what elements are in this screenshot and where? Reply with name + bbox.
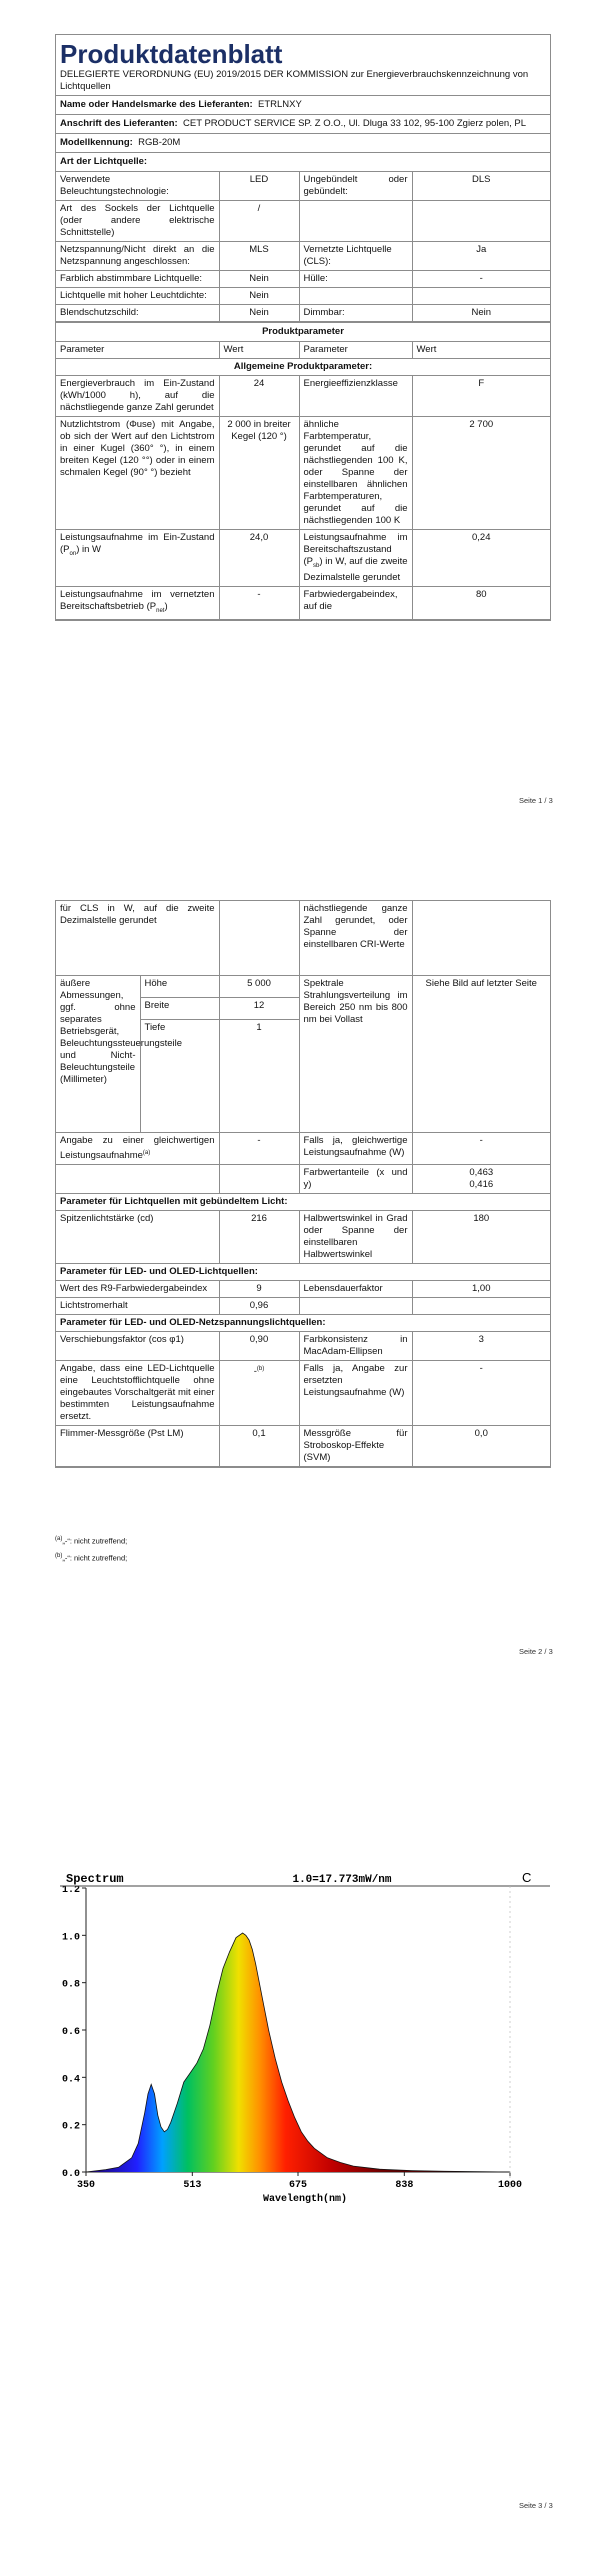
param-label: Spitzenlichtstärke (cd) <box>56 1211 219 1264</box>
param-value: 0,24 <box>412 530 550 587</box>
param-label: Blendschutzschild: <box>56 305 219 322</box>
table-row <box>56 901 550 976</box>
param-value: 216 <box>219 1211 299 1264</box>
page-number: Seite 3 / 3 <box>519 2501 553 2510</box>
label-subscript: on <box>69 550 77 557</box>
param-value: 2 700 <box>412 417 550 530</box>
params-table-continued <box>56 901 550 1467</box>
section-row <box>56 1315 550 1332</box>
column-header: Parameter <box>299 342 412 359</box>
param-value: 3 <box>412 1332 550 1361</box>
param-value: - <box>412 1133 550 1165</box>
table-row <box>56 530 550 587</box>
y-tick-label: 0.2 <box>61 2121 80 2133</box>
param-label <box>56 1165 219 1194</box>
x-tick-label: 513 <box>183 2180 202 2191</box>
spectrum-chart <box>60 1870 550 2206</box>
param-label <box>56 1133 219 1165</box>
value-text: - <box>253 1366 257 1378</box>
param-value <box>412 288 550 305</box>
param-label <box>299 530 412 587</box>
param-label: Lichtstromerhalt <box>56 1298 219 1315</box>
param-value: Nein <box>219 305 299 322</box>
label-text: Leistungsaufnahme im vernetzten Bereitschaftsbetrieb (P <box>60 588 215 612</box>
param-value: 2 000 in breiter Kegel (120 °) <box>219 417 299 530</box>
table-row <box>56 586 550 619</box>
y-tick-label: 0.6 <box>61 2027 80 2038</box>
param-label: Ungebündelt oder gebündelt: <box>299 172 412 201</box>
param-label: Flimmer-Messgröße (Pst LM) <box>56 1426 219 1467</box>
directional-header: Parameter für Lichtquellen mit gebündeltem Licht: <box>56 1194 550 1211</box>
param-value: 1,00 <box>412 1281 550 1298</box>
param-label: Farblich abstimmbare Lichtquelle: <box>56 271 219 288</box>
table-header-row <box>56 342 550 359</box>
table-row <box>56 305 550 322</box>
chromaticity-x: 0,463 <box>469 1167 494 1179</box>
param-label: Lichtquelle mit hoher Leuchtdichte: <box>56 288 219 305</box>
supplier-address-label: Anschrift des Lieferanten: <box>60 118 178 129</box>
label-text: Leistungsaufnahme im Ein-Zustand (P <box>60 532 215 555</box>
corner-mark: C <box>522 1870 532 1885</box>
table-row <box>56 288 550 305</box>
page-number: Seite 2 / 3 <box>519 1647 553 1656</box>
column-header: Wert <box>219 342 299 359</box>
supplier-name: ETRLNXY <box>258 99 302 110</box>
table-row <box>56 376 550 417</box>
param-value: Ja <box>412 242 550 271</box>
table-row <box>56 1361 550 1426</box>
y-tick-label: 0.0 <box>61 2169 80 2180</box>
supplier-address: CET PRODUCT SERVICE SP. Z O.O., Ul. Dluga 33 102, 95-100 Zgierz polen, PL <box>183 118 527 129</box>
regulation-text: DELEGIERTE VERORDNUNG (EU) 2019/2015 DER KOMMISSION zur Energieverbrauchskennzeichnung von Lichtquellen <box>56 69 550 96</box>
param-label <box>299 1298 412 1315</box>
param-value <box>219 901 299 976</box>
table-row <box>56 976 550 998</box>
param-label: Nutzlichtstrom (Φuse) mit Angabe, ob sich der Wert auf den Lichtstrom in einer Kugel (360° °), in einem breiten Kegel (120 °°) oder in einem schmalen Kegel (90° °) bezieht <box>56 417 219 530</box>
param-value: F <box>412 376 550 417</box>
table-row <box>56 1426 550 1467</box>
param-label: Farbwertanteile (x und y) <box>299 1165 412 1194</box>
param-value: - <box>412 271 550 288</box>
param-value: 180 <box>412 1211 550 1264</box>
dimensions-label: äußere Abmessungen, ggf. ohne separates Betriebsgerät, Beleuchtungssteuerungsteile und Nicht-Beleuchtungsteile (Millimeter) <box>56 976 140 1133</box>
param-value: Nein <box>412 305 550 322</box>
footnote-ref: (b) <box>256 1366 265 1373</box>
table-row <box>56 271 550 288</box>
chart-title: Spectrum <box>66 1872 124 1886</box>
param-value: 24 <box>219 376 299 417</box>
table-row <box>56 201 550 242</box>
datasheet-page-2 <box>55 900 551 1468</box>
table-row <box>56 1133 550 1165</box>
param-label: Halbwertswinkel in Grad oder Spanne der einstellbaren Halbwertswinkel <box>299 1211 412 1264</box>
param-value: Siehe Bild auf letzter Seite <box>412 976 550 1133</box>
general-params-header: Allgemeine Produktparameter: <box>56 359 550 376</box>
model-row <box>56 134 550 153</box>
supplier-address-row <box>56 115 550 134</box>
param-label: Angabe, dass eine LED-Lichtquelle eine Leuchtstofflichtquelle ohne eingebautes Vorschaltgerät mit einer bestimmten Leistungsaufnahme ersetzt. <box>56 1361 219 1426</box>
param-value: - <box>219 1133 299 1165</box>
param-label: Verwendete Beleuchtungstechnologie: <box>56 172 219 201</box>
label-text: Angabe zu einer gleichwertigen Leistungsaufnahme <box>60 1135 215 1162</box>
param-value: 9 <box>219 1281 299 1298</box>
param-label: für CLS in W, auf die zweite Dezimalstelle gerundet <box>56 901 219 976</box>
param-label: Dimmbar: <box>299 305 412 322</box>
table-row <box>56 1165 550 1194</box>
param-label <box>299 201 412 242</box>
dimension-name: Höhe <box>140 976 219 998</box>
x-axis-label: Wavelength(nm) <box>262 2194 348 2205</box>
footnote-mark: (b) <box>55 1552 63 1559</box>
param-label <box>56 586 219 619</box>
param-label: Falls ja, gleichwertige Leistungsaufnahme (W) <box>299 1133 412 1165</box>
label-text-end: ) in W, auf die zweite Dezimalstelle gerundet <box>303 556 408 583</box>
footnote-ref: (a) <box>142 1150 151 1156</box>
footnotes <box>55 1532 127 1565</box>
param-label: ähnliche Farbtemperatur, gerundet auf die nächstliegenden 100 K, oder Spanne der einstellbaren ähnlichen Farbtemperaturen, gerundet auf die nächstliegenden 100 K <box>299 417 412 530</box>
model-value: RGB-20M <box>138 137 181 148</box>
footnote-text: „-“: nicht zutreffend; <box>62 1553 128 1562</box>
label-subscript: sb <box>313 562 320 569</box>
param-label <box>56 530 219 587</box>
param-value: 0,0 <box>412 1426 550 1467</box>
param-value: MLS <box>219 242 299 271</box>
dimension-name: Tiefe <box>140 1020 219 1133</box>
product-params-header: Produktparameter <box>56 322 550 342</box>
light-source-type-header: Art der Lichtquelle: <box>56 153 550 172</box>
param-label: Hülle: <box>299 271 412 288</box>
param-value: 80 <box>412 586 550 619</box>
label-text: Leistungsaufnahme im Bereitschaftszustand (P <box>303 532 408 567</box>
param-value <box>219 1165 299 1194</box>
label-text-end: ) in W <box>76 544 101 555</box>
param-label: Art des Sockels der Lichtquelle (oder andere elektrische Schnittstelle) <box>56 201 219 242</box>
page-1 <box>0 0 603 820</box>
dimension-name: Breite <box>140 998 219 1020</box>
param-value: LED <box>219 172 299 201</box>
page-number: Seite 1 / 3 <box>519 796 553 805</box>
param-value: 0,90 <box>219 1332 299 1361</box>
footnote-mark: (a) <box>55 1536 63 1542</box>
chart-annotation: 1.0=17.773mW/nm <box>292 1874 392 1886</box>
param-label: nächstliegende ganze Zahl gerundet, oder Spanne der einstellbaren CRI-Werte <box>299 901 412 976</box>
param-label: Farbwiedergabeindex, auf die <box>299 586 412 619</box>
table-row <box>56 1332 550 1361</box>
section-row <box>56 1264 550 1281</box>
param-value: 0,96 <box>219 1298 299 1315</box>
param-value: - <box>412 1361 550 1426</box>
param-label: Lebensdauerfaktor <box>299 1281 412 1298</box>
supplier-name-row <box>56 96 550 115</box>
param-label: Energieverbrauch im Ein-Zustand (kWh/1000 h), auf die nächstliegende ganze Zahl gerundet <box>56 376 219 417</box>
x-tick-label: 350 <box>76 2180 96 2191</box>
param-value <box>412 201 550 242</box>
x-tick-label: 838 <box>395 2180 414 2191</box>
param-label: Energieeffizienzklasse <box>299 376 412 417</box>
footnote-b <box>55 1549 127 1566</box>
column-header: Wert <box>412 342 550 359</box>
param-value: 24,0 <box>219 530 299 587</box>
dimension-value: 1 <box>219 1020 299 1133</box>
section-row <box>56 1194 550 1211</box>
section-row <box>56 359 550 376</box>
param-value <box>219 1361 299 1426</box>
x-tick-label: 1000 <box>497 2180 523 2191</box>
param-value: 0,1 <box>219 1426 299 1467</box>
table-row <box>56 172 550 201</box>
param-label: Falls ja, Angabe zur ersetzten Leistungsaufnahme (W) <box>299 1361 412 1426</box>
y-tick-label: 0.8 <box>61 1979 80 1991</box>
param-value <box>412 1165 550 1194</box>
param-label: Messgröße für Stroboskop-Effekte (SVM) <box>299 1426 412 1467</box>
param-label <box>299 288 412 305</box>
param-value <box>412 1298 550 1315</box>
supplier-name-label: Name oder Handelsmarke des Lieferanten: <box>60 99 253 110</box>
dimension-value: 5 000 <box>219 976 299 998</box>
page-title: Produktdatenblatt <box>60 39 283 69</box>
mains-header: Parameter für LED- und OLED-Netzspannungslichtquellen: <box>56 1315 550 1332</box>
x-tick-label: 675 <box>288 2180 308 2191</box>
model-label: Modellkennung: <box>60 137 133 148</box>
table-row <box>56 1211 550 1264</box>
datasheet-page-1 <box>55 34 551 621</box>
param-value: Nein <box>219 288 299 305</box>
product-params-table <box>56 342 550 620</box>
param-label: Farbkonsistenz in MacAdam-Ellipsen <box>299 1332 412 1361</box>
param-value: Nein <box>219 271 299 288</box>
table-row <box>56 417 550 530</box>
param-label: Wert des R9-Farbwiedergabeindex <box>56 1281 219 1298</box>
y-tick-label: 1.2 <box>61 1885 80 1896</box>
table-row <box>56 1298 550 1315</box>
param-value <box>412 901 550 976</box>
table-row <box>56 242 550 271</box>
label-text-end: ) <box>164 600 168 612</box>
footnote-a <box>55 1532 127 1549</box>
column-header: Parameter <box>56 342 219 359</box>
param-label: Netzspannung/Nicht direkt an die Netzspannung angeschlossen: <box>56 242 219 271</box>
param-label: Verschiebungsfaktor (cos φ1) <box>56 1332 219 1361</box>
y-tick-label: 0.4 <box>61 2074 80 2086</box>
param-value: / <box>219 201 299 242</box>
param-label: Vernetzte Lichtquelle (CLS): <box>299 242 412 271</box>
chromaticity-y: 0,416 <box>469 1179 494 1191</box>
led-header: Parameter für LED- und OLED-Lichtquellen: <box>56 1264 550 1281</box>
y-tick-label: 1.0 <box>61 1932 80 1944</box>
param-label: Spektrale Strahlungsverteilung im Bereich 250 nm bis 800 nm bei Vollast <box>299 976 412 1133</box>
footnote-text: „-“: nicht zutreffend; <box>62 1536 128 1546</box>
param-value: - <box>219 586 299 619</box>
label-subscript: net <box>156 607 165 614</box>
param-value: DLS <box>412 172 550 201</box>
light-source-type-table <box>56 172 550 322</box>
table-row <box>56 1281 550 1298</box>
dimension-value: 12 <box>219 998 299 1020</box>
